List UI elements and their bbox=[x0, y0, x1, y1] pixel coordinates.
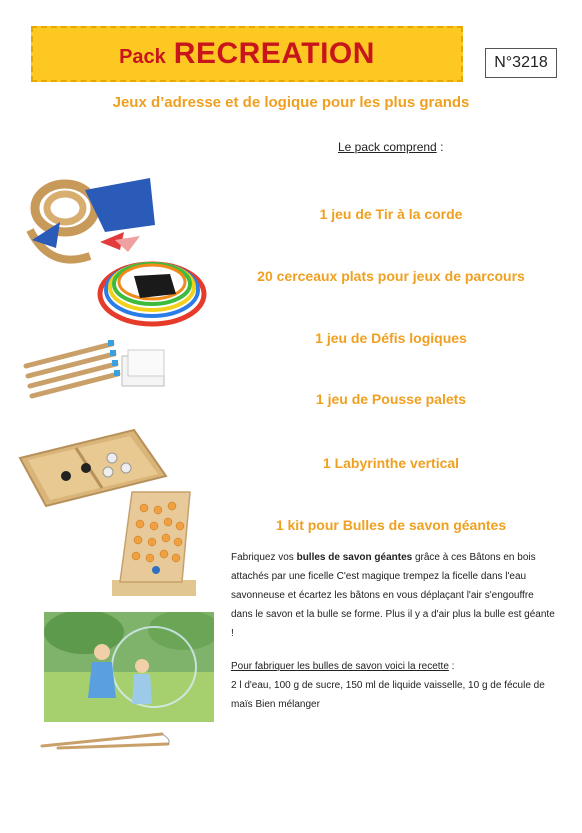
title-main: RECREATION bbox=[173, 37, 375, 70]
recipe-title: Pour fabriquer les bulles de savon voici la recette bbox=[231, 661, 449, 672]
includes-heading bbox=[338, 140, 443, 154]
recipe-title-suffix: : bbox=[448, 661, 455, 672]
title-prefix: Pack bbox=[119, 45, 166, 68]
vertical-maze-image bbox=[110, 488, 200, 600]
includes-suffix: : bbox=[436, 140, 444, 154]
bubble-description bbox=[231, 548, 556, 643]
reference-number: N°3218 bbox=[485, 48, 557, 78]
recipe-text: 2 l d'eau, 100 g de sucre, 150 ml de liquide vaisselle, 10 g de fécule de maïs Bien mélanger bbox=[231, 680, 545, 710]
item-hoops: 20 cerceaux plats pour jeux de parcours bbox=[257, 268, 525, 284]
description-text-start: Fabriquez vos bbox=[231, 552, 297, 563]
recipe-block bbox=[231, 657, 556, 714]
subtitle: Jeux d’adresse et de logique pour les plus grands bbox=[112, 94, 470, 111]
bubble-wand-image bbox=[38, 726, 178, 752]
item-puck-game: 1 jeu de Pousse palets bbox=[315, 391, 467, 407]
title-banner bbox=[31, 26, 463, 82]
description-bold: bulles de savon géantes bbox=[296, 552, 413, 563]
item-bubble-kit: 1 kit pour Bulles de savon géantes bbox=[275, 517, 507, 533]
description-text-end: grâce à ces Bâtons en bois attachés par une ficelle C'est magique trempez la ficelle dans l'eau savonneuse et écartez les bâtons en vous déplaçant l'air s'engouffre dans le savon et la bulle se forme. Plus il y a d'air plus la bulle est géante ! bbox=[231, 552, 555, 639]
item-tug-of-war: 1 jeu de Tir à la corde bbox=[319, 206, 463, 222]
item-vertical-maze: 1 Labyrinthe vertical bbox=[322, 455, 460, 471]
item-logic-challenges: 1 jeu de Défis logiques bbox=[315, 330, 467, 346]
includes-label: Le pack comprend bbox=[338, 140, 437, 154]
logic-challenge-image bbox=[22, 336, 172, 406]
bubbles-photo bbox=[44, 612, 214, 722]
hoops-image bbox=[96, 254, 208, 330]
